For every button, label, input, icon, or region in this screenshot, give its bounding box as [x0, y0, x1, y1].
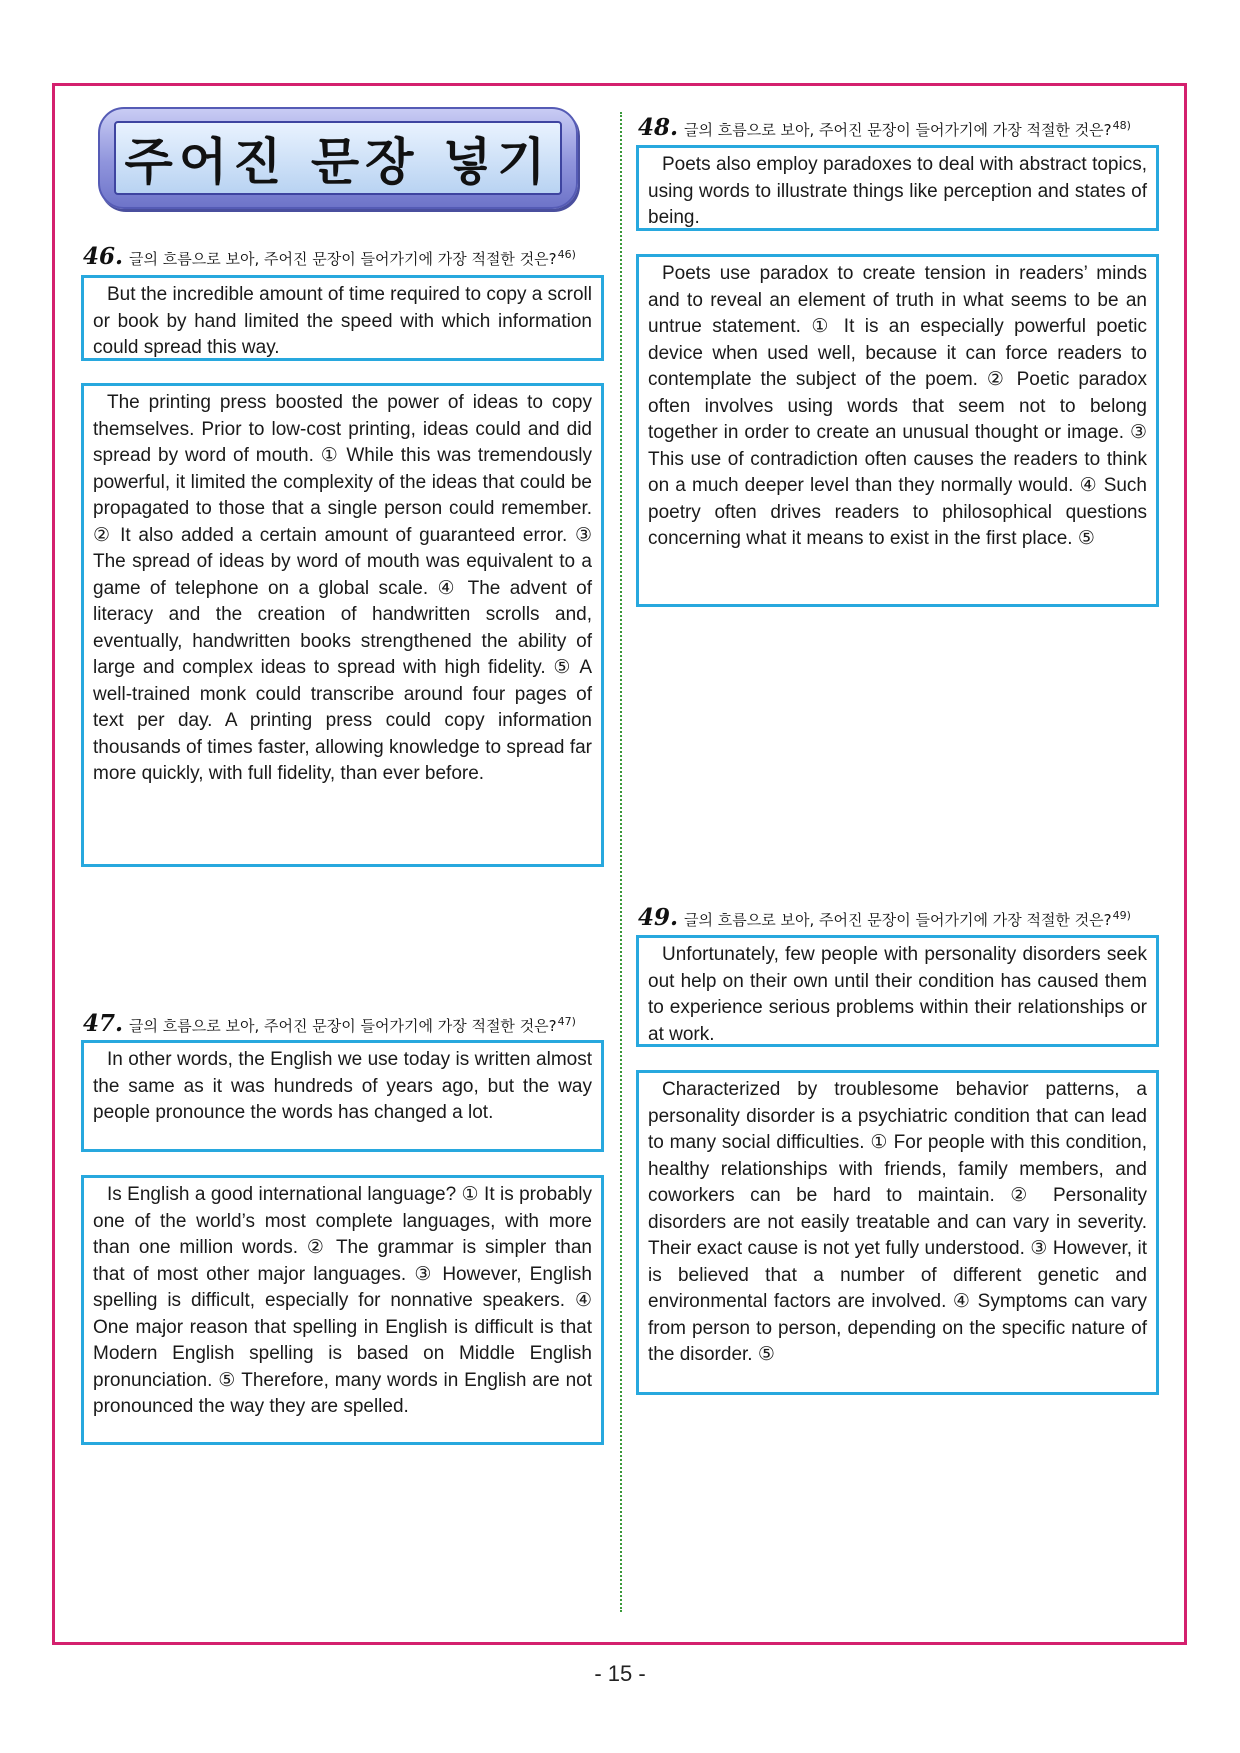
- footnote-marker: 48): [1112, 119, 1131, 132]
- question-47-given-sentence: [81, 1040, 604, 1152]
- given-sentence-text: But the incredible amount of time required to copy a scroll or book by hand limited the speed with which information could spread this way.: [93, 284, 592, 358]
- question-number: 46.: [83, 243, 124, 270]
- question-48-header: [638, 114, 1131, 141]
- column-divider: [620, 112, 622, 1612]
- section-title: 주어진 문장 넣기: [124, 133, 552, 191]
- given-sentence-text: In other words, the English we use today is written almost the same as it was hundreds of years ago, but the way people pronounce the words has changed a lot.: [93, 1049, 592, 1123]
- question-prompt: 글의 흐름으로 보아, 주어진 문장이 들어가기에 가장 적절한 것은?: [129, 1017, 557, 1035]
- given-sentence-text: Unfortunately, few people with personality disorders seek out help on their own until their condition has caused them to experience serious problems within their relationships or at work.: [648, 944, 1147, 1045]
- question-47-header: [83, 1010, 576, 1037]
- question-49-given-sentence: [636, 935, 1159, 1047]
- question-46-given-sentence: [81, 275, 604, 361]
- footnote-marker: 46): [557, 248, 576, 261]
- question-prompt: 글의 흐름으로 보아, 주어진 문장이 들어가기에 가장 적절한 것은?: [684, 121, 1112, 139]
- question-number: 47.: [83, 1010, 124, 1037]
- passage-text: The printing press boosted the power of ideas to copy themselves. Prior to low-cost printing, ideas could and did spread by word of mouth. ① While this was tremendously powerful, it limited the complexity of the ideas that could be propagated to those that a single person could remember. ② It also added a certain amount of guaranteed error. ③ The spread of ideas by word of mouth was equivalent to a game of telephone on a global scale. ④ The advent of literacy and the creation of handwritten scrolls and, eventually, handwritten books strengthened the ability of large and complex ideas to spread with high fidelity. ⑤ A well-trained monk could transcribe around four pages of text per day. A printing press could copy information thousands of times faster, allowing knowledge to spread far more quickly, with full fidelity, than ever before.: [93, 392, 592, 784]
- section-title-banner: [98, 107, 578, 209]
- question-number: 48.: [638, 114, 679, 141]
- question-46-header: [83, 243, 576, 270]
- given-sentence-text: Poets also employ paradoxes to deal with abstract topics, using words to illustrate things like perception and states of being.: [648, 154, 1147, 228]
- footnote-marker: 47): [557, 1015, 576, 1028]
- passage-text: Is English a good international language? ① It is probably one of the world’s most complete languages, with more than one million words. ② The grammar is simpler than that of most other major languages. ③ However, English spelling is difficult, especially for nonnative speakers. ④ One major reason that spelling in English is difficult is that Modern English spelling is based on Middle English pronunciation. ⑤ Therefore, many words in English are not pronounced the way they are spelled.: [93, 1184, 592, 1417]
- question-48-given-sentence: [636, 145, 1159, 231]
- passage-text: Poets use paradox to create tension in readers’ minds and to reveal an element of truth in what seems to be an untrue statement. ① It is an especially powerful poetic device when used well, because it can force readers to contemplate the subject of the poem. ② Poetic paradox often involves using words that seem not to belong together in order to create an unusual thought or image. ③ This use of contradiction often causes the readers to think on a much deeper level than they normally would. ④ Such poetry often drives readers to philosophical questions concerning what it means to exist in the first place. ⑤: [648, 263, 1147, 549]
- question-48-passage: [636, 254, 1159, 607]
- question-46-passage: [81, 383, 604, 867]
- section-title-plate: [114, 121, 562, 195]
- question-prompt: 글의 흐름으로 보아, 주어진 문장이 들어가기에 가장 적절한 것은?: [684, 911, 1112, 929]
- question-number: 49.: [638, 904, 679, 931]
- page-number: - 15 -: [594, 1661, 646, 1686]
- question-49-passage: [636, 1070, 1159, 1395]
- question-prompt: 글의 흐름으로 보아, 주어진 문장이 들어가기에 가장 적절한 것은?: [129, 250, 557, 268]
- passage-text: Characterized by troublesome behavior patterns, a personality disorder is a psychiatric condition that can lead to many social difficulties. ① For people with this condition, healthy relationships with friends, family members, and coworkers can be hard to maintain. ② Personality disorders are not easily treatable and can vary in severity. Their exact cause is not yet fully understood. ③ However, it is believed that a number of different genetic and environmental factors are involved. ④ Symptoms can vary from person to person, depending on the specific nature of the disorder. ⑤: [648, 1079, 1147, 1365]
- question-49-header: [638, 904, 1131, 931]
- footnote-marker: 49): [1112, 909, 1131, 922]
- question-47-passage: [81, 1175, 604, 1445]
